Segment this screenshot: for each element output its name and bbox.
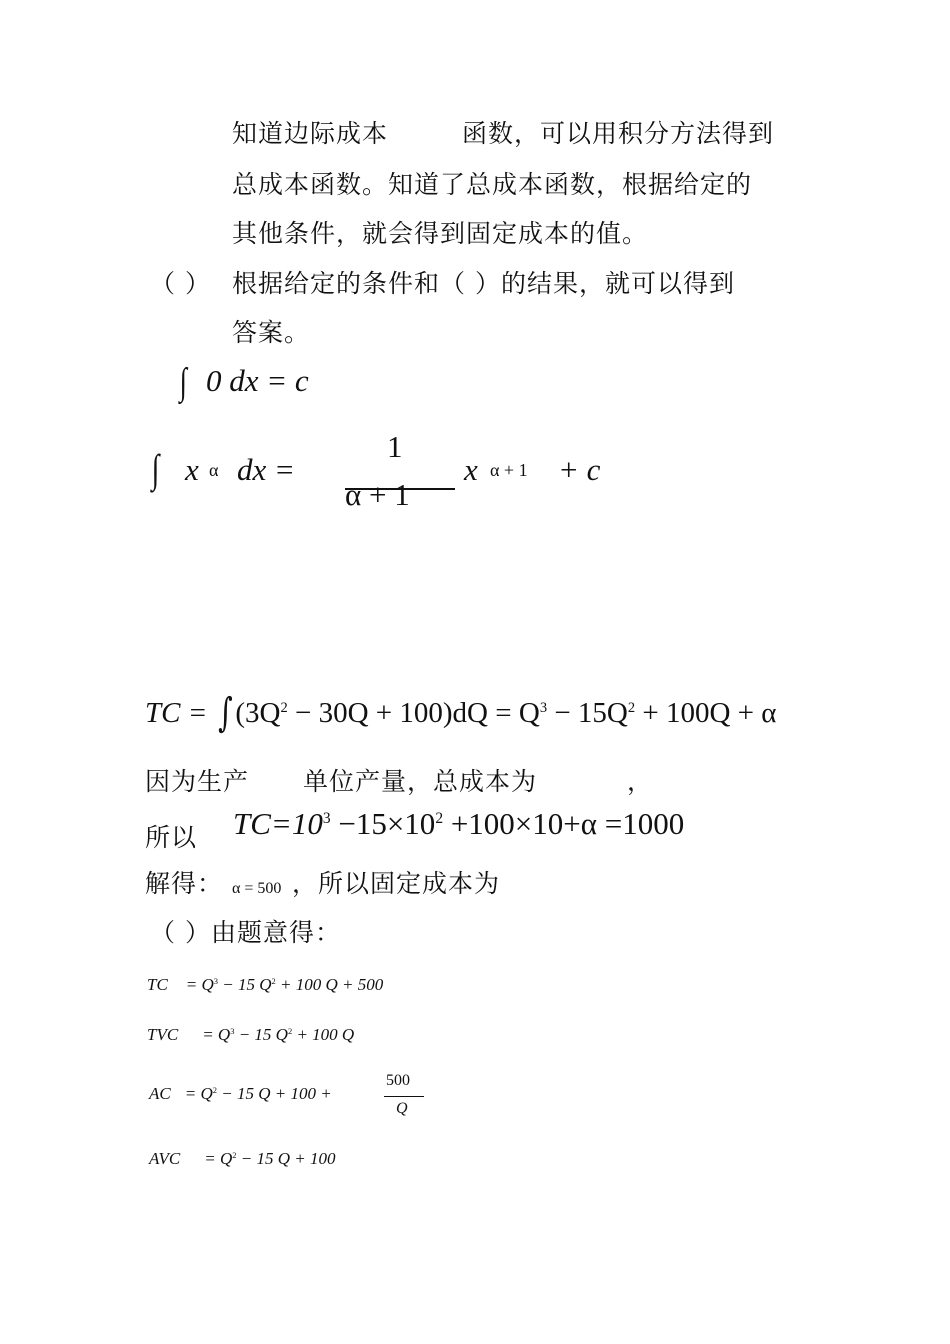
paragraph-line-1a: 知道边际成本 — [232, 119, 389, 148]
tc-1000-equation — [233, 806, 684, 842]
tc-exp-a: 2 — [280, 699, 288, 716]
paragraph-line-2: 总成本函数。知道了总成本函数，根据给定的 — [232, 170, 753, 199]
formula-2-rhs-exponent: α + 1 — [490, 460, 528, 480]
eq-1000-exp-1: 3 — [322, 810, 331, 828]
eq-ac — [149, 1084, 332, 1104]
formula-1: 0 dx = c — [206, 363, 309, 398]
eq-1000-c: +100×10+α =1000 — [443, 806, 685, 841]
eq-tvc-b: − 15 Q — [234, 1025, 288, 1044]
solve-text-b: ，所以固定成本为 — [292, 869, 501, 898]
eq-1000-b: −15×10 — [330, 806, 436, 841]
eq-tc-b: − 15 Q — [218, 975, 272, 994]
produce-text-a: 因为生产 — [145, 767, 250, 796]
formula-2-numerator: 1 — [387, 429, 403, 464]
item-3-heading: （ ）由题意得： — [150, 918, 341, 947]
alpha-equals-500: α = 500 — [232, 880, 282, 897]
paragraph-line-4: 根据给定的条件和（ ）的结果，就可以得到 — [232, 269, 735, 298]
eq-ac-fraction-bar — [384, 1096, 424, 1097]
so-label: 所以 — [145, 823, 198, 852]
tc-prefix: TC = — [145, 697, 215, 729]
eq-avc — [149, 1149, 336, 1169]
eq-tc-exp-2: 2 — [271, 976, 276, 987]
tc-body-3: − 15Q — [547, 697, 628, 729]
eq-tvc-a: = Q — [202, 1025, 231, 1044]
eq-avc-b: − 15 Q + 100 — [236, 1149, 336, 1168]
eq-ac-a: = Q — [184, 1084, 213, 1103]
tc-integral-sign: ∫ — [217, 690, 233, 736]
eq-tc — [147, 975, 383, 995]
tc-body-4: + 100Q + α — [635, 697, 777, 729]
eq-avc-lhs: AVC — [149, 1149, 181, 1168]
formula-2-tail: + c — [558, 452, 601, 487]
tc-exp-c: 2 — [627, 699, 636, 716]
tc-body-2: − 30Q + 100)dQ = Q — [287, 697, 540, 729]
eq-ac-lhs: AC — [149, 1084, 171, 1103]
item-2-marker: （ ） — [150, 269, 211, 298]
tc-exp-b: 3 — [539, 699, 548, 716]
eq-ac-denominator: Q — [396, 1100, 408, 1117]
eq-tvc-c: + 100 Q — [292, 1025, 355, 1044]
formula-2-lhs-exponent: α — [209, 460, 219, 480]
eq-ac-b: − 15 Q + 100 + — [216, 1084, 332, 1103]
eq-ac-exp-1: 2 — [212, 1085, 217, 1096]
eq-tc-exp-1: 3 — [213, 976, 219, 987]
paragraph-line-3: 其他条件，就会得到固定成本的值。 — [232, 219, 649, 248]
eq-1000-a: TC=10 — [233, 806, 323, 841]
paragraph-line-5: 答案。 — [232, 318, 311, 347]
eq-tc-lhs: TC — [147, 975, 168, 994]
formula-2-denominator: α + 1 — [345, 477, 410, 512]
formula-2-dx: dx = — [237, 452, 295, 487]
eq-tc-a: = Q — [185, 975, 214, 994]
eq-tvc-exp-2: 2 — [287, 1026, 293, 1037]
eq-tvc-exp-1: 3 — [230, 1026, 235, 1037]
eq-tvc — [147, 1025, 354, 1045]
integral-sign-1: ∫ — [179, 361, 187, 403]
formula-2-lhs-base: x — [185, 452, 199, 487]
eq-tvc-lhs: TVC — [147, 1025, 179, 1044]
eq-1000-exp-2: 2 — [435, 810, 444, 828]
tc-body-1: (3Q — [235, 697, 281, 729]
integral-sign-2: ∫ — [151, 446, 160, 491]
eq-avc-exp-1: 2 — [232, 1150, 237, 1161]
eq-avc-a: = Q — [204, 1149, 233, 1168]
produce-text-c: ， — [627, 767, 654, 796]
tc-integral-equation — [145, 690, 776, 736]
eq-tc-c: + 100 Q + 500 — [275, 975, 384, 994]
formula-2-rhs-base: x — [464, 452, 478, 487]
solve-label: 解得： — [145, 869, 224, 898]
produce-text-b: 单位产量，总成本为 — [303, 767, 538, 796]
paragraph-line-1b: 函数，可以用积分方法得到 — [462, 119, 775, 148]
eq-ac-numerator: 500 — [386, 1072, 410, 1089]
